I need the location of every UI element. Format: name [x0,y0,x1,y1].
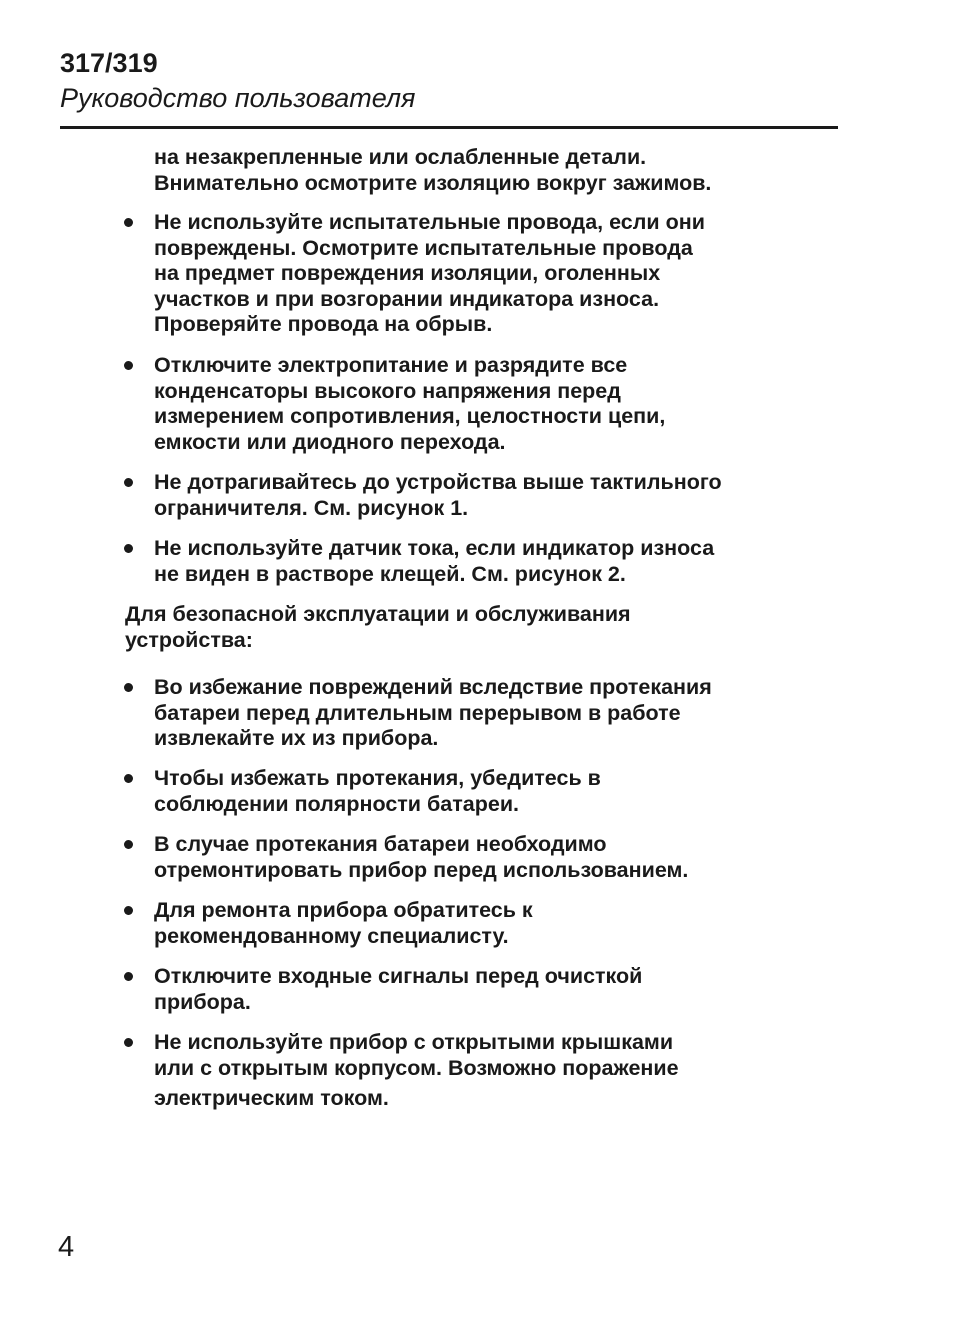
text-line: Во избежание повреждений вследствие протекания [154,675,712,699]
text-line: Внимательно осмотрите изоляцию вокруг зажимов. [154,170,712,195]
bullet-icon [124,1038,133,1047]
text-line: Проверяйте провода на обрыв. [154,312,493,336]
text-line: соблюдении полярности батареи. [154,791,520,816]
bullet-item [154,353,665,455]
bullet-item [154,898,533,949]
bullet-item [154,210,705,338]
model-number: 317/319 [60,48,158,78]
page-number: 4 [58,1231,75,1263]
bullet-item [154,675,712,752]
bullet-item [154,964,642,1015]
text-line: участков и при возгорании индикатора износа. [154,286,660,311]
bullet-icon [124,906,133,915]
text-line: Отключите входные сигналы перед очисткой [154,964,643,988]
document-subtitle: Руководство пользователя [60,83,416,113]
bullet-icon [124,774,133,783]
text-line: устройства: [125,627,253,652]
text-line: батареи перед длительным перерывом в работе [154,700,681,725]
bullet-item [154,1030,679,1112]
text-line: измерением сопротивления, целостности цепи, [154,404,666,428]
text-line: Отключите электропитание и разрядите все [154,353,628,377]
continuation-paragraph [154,145,711,196]
bullet-icon [124,972,133,981]
text-line: Для ремонта прибора обратитесь к [154,898,533,922]
text-line: Чтобы избежать протекания, убедитесь в [154,766,601,790]
text-line: рекомендованному специалисту. [154,923,509,948]
bullet-icon [124,361,133,370]
text-line: на незакрепленные или ослабленные детали. [154,145,647,169]
text-line: емкости или диодного перехода. [154,429,506,454]
text-line: Не используйте датчик тока, если индикатор износа [154,536,715,560]
text-line: ограничителя. См. рисунок 1. [154,495,469,520]
text-line: конденсаторы высокого напряжения перед [154,378,621,403]
bullet-item [154,832,688,883]
text-line: отремонтировать прибор перед использованием. [154,857,689,882]
bullet-icon [124,683,133,692]
text-line: извлекайте их из прибора. [154,726,439,750]
text-line: Не используйте прибор с открытыми крышками [154,1030,674,1054]
text-line: Для безопасной эксплуатации и обслуживания [125,602,631,626]
section-heading [125,602,631,653]
text-line: или с открытым корпусом. Возможно поражение [154,1055,679,1080]
text-line: Не используйте испытательные провода, если они [154,210,705,234]
header-divider [60,126,838,129]
text-line: электрическим током. [154,1086,389,1110]
text-line: Не дотрагивайтесь до устройства выше тактильного [154,470,722,494]
text-line: на предмет повреждения изоляции, оголенных [154,261,661,285]
bullet-icon [124,840,133,849]
bullet-icon [124,544,133,553]
bullet-item [154,766,601,817]
bullet-item [154,470,722,521]
bullet-item [154,536,714,587]
text-line: повреждены. Осмотрите испытательные провода [154,235,693,260]
bullet-icon [124,218,133,227]
bullet-icon [124,478,133,487]
text-line: В случае протекания батареи необходимо [154,832,607,856]
text-line: прибора. [154,989,251,1014]
text-line: не виден в растворе клещей. См. рисунок 2. [154,561,626,586]
